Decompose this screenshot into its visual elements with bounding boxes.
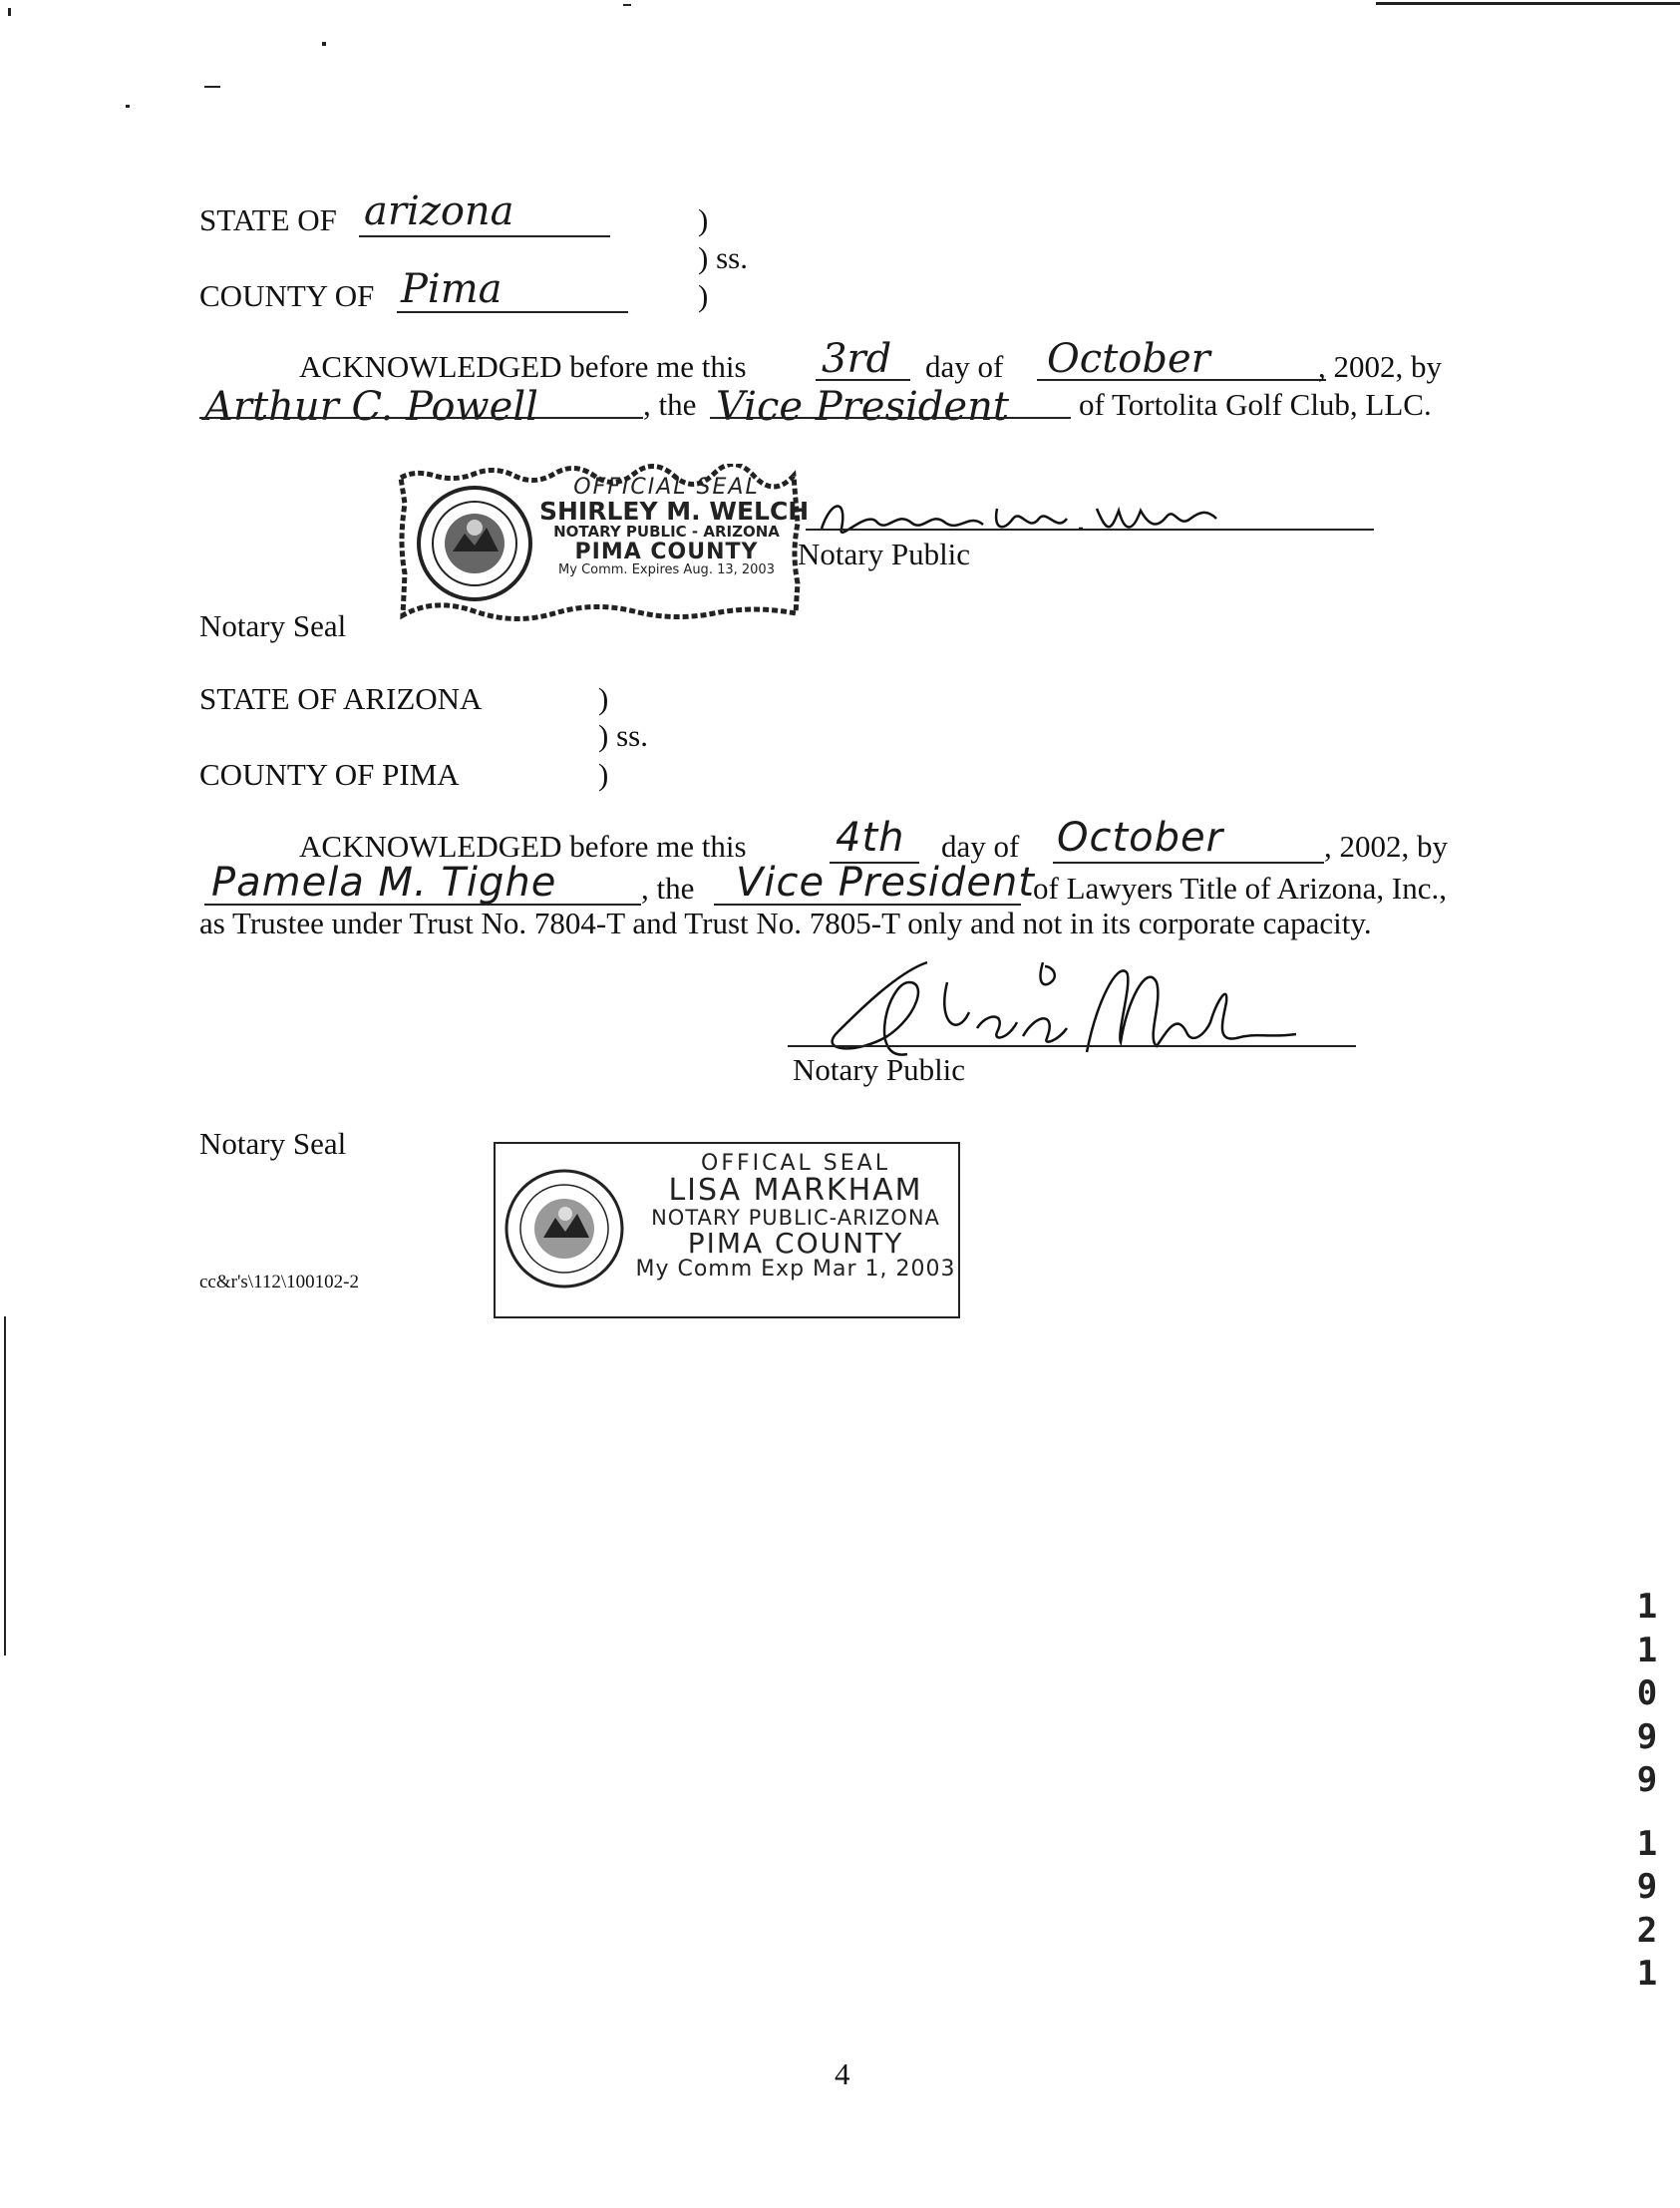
bracket: )	[598, 681, 609, 716]
seal-county: PIMA COUNTY	[687, 1226, 904, 1260]
arizona-state-seal-icon	[419, 488, 530, 599]
scan-speck	[126, 105, 130, 108]
seal-notary-public: NOTARY PUBLIC-ARIZONA	[651, 1205, 940, 1230]
state-label: STATE OF ARIZONA	[199, 681, 483, 716]
day-of-text: day of	[925, 349, 1004, 384]
year-by-text: , 2002, by	[1324, 829, 1448, 864]
county-label: COUNTY OF PIMA	[199, 757, 460, 792]
scan-speck	[8, 8, 11, 16]
ss-bracket: ) ss.	[698, 240, 748, 275]
official-seal-stamp-welch	[395, 464, 810, 623]
the-text: , the	[643, 387, 697, 422]
trustee-text: as Trustee under Trust No. 7804-T and Trust No. 7805-T only and not in its corporate capacity.	[199, 906, 1372, 940]
ss-bracket: ) ss.	[598, 718, 648, 753]
seal-notary-name: LISA MARKHAM	[668, 1173, 923, 1209]
arizona-state-seal-icon	[500, 1154, 629, 1303]
seal-title: OFFICIAL SEAL	[573, 475, 760, 500]
year-by-text: , 2002, by	[1318, 349, 1442, 384]
seal-notary-name: SHIRLEY M. WELCH	[539, 497, 810, 527]
file-reference: cc&r's\112\100102-2	[199, 1272, 359, 1292]
signer-title-handwritten: Vice President	[716, 384, 1009, 430]
scan-edge-line	[4, 1316, 6, 1656]
acknowledged-text: ACKNOWLEDGED before me this	[299, 829, 747, 864]
notary-seal-label: Notary Seal	[199, 1126, 347, 1161]
county-label: COUNTY OF	[199, 278, 375, 313]
day-of-text: day of	[941, 829, 1020, 864]
page-number: 4	[835, 2056, 850, 2091]
entity-text: of Tortolita Golf Club, LLC.	[1079, 387, 1432, 422]
day-handwritten-value: 4th	[836, 815, 905, 861]
entity-text: of Lawyers Title of Arizona, Inc.,	[1033, 871, 1447, 906]
scan-edge-line	[1376, 2, 1680, 5]
scan-speck	[204, 86, 220, 88]
day-handwritten-value: 3rd	[822, 336, 892, 382]
seal-commission-expiry: My Comm Exp Mar 1, 2003	[635, 1257, 956, 1283]
bracket: )	[598, 757, 609, 792]
state-label: STATE OF	[199, 202, 337, 237]
seal-county: PIMA COUNTY	[574, 540, 759, 565]
bracket: )	[698, 278, 709, 313]
scan-speck	[623, 4, 631, 6]
acknowledged-text: ACKNOWLEDGED before me this	[299, 349, 747, 384]
month-handwritten-value: October	[1057, 815, 1224, 861]
signer-name-handwritten: Arthur C. Powell	[204, 384, 538, 430]
state-handwritten-value: arizona	[364, 188, 514, 234]
seal-title: OFFICAL SEAL	[701, 1151, 890, 1176]
notary-seal-label: Notary Seal	[199, 608, 347, 643]
signer-title-handwritten: Vice President	[736, 860, 1035, 906]
recording-number-margin: 1 1 0 9 9 1 9 2 1	[1636, 1587, 1658, 1995]
seal-notary-public: NOTARY PUBLIC - ARIZONA	[553, 523, 780, 542]
official-seal-stamp-markham	[494, 1142, 960, 1318]
notary-public-label: Notary Public	[793, 1052, 966, 1087]
seal-commission-expiry: My Comm. Expires Aug. 13, 2003	[558, 562, 775, 578]
bracket: )	[698, 202, 709, 237]
month-handwritten-value: October	[1047, 336, 1210, 382]
signer-name-handwritten: Pamela M. Tighe	[211, 860, 557, 906]
notary-public-label: Notary Public	[798, 537, 971, 571]
scan-speck	[322, 42, 326, 46]
county-handwritten-value: Pima	[401, 266, 503, 312]
the-text: , the	[641, 871, 695, 906]
